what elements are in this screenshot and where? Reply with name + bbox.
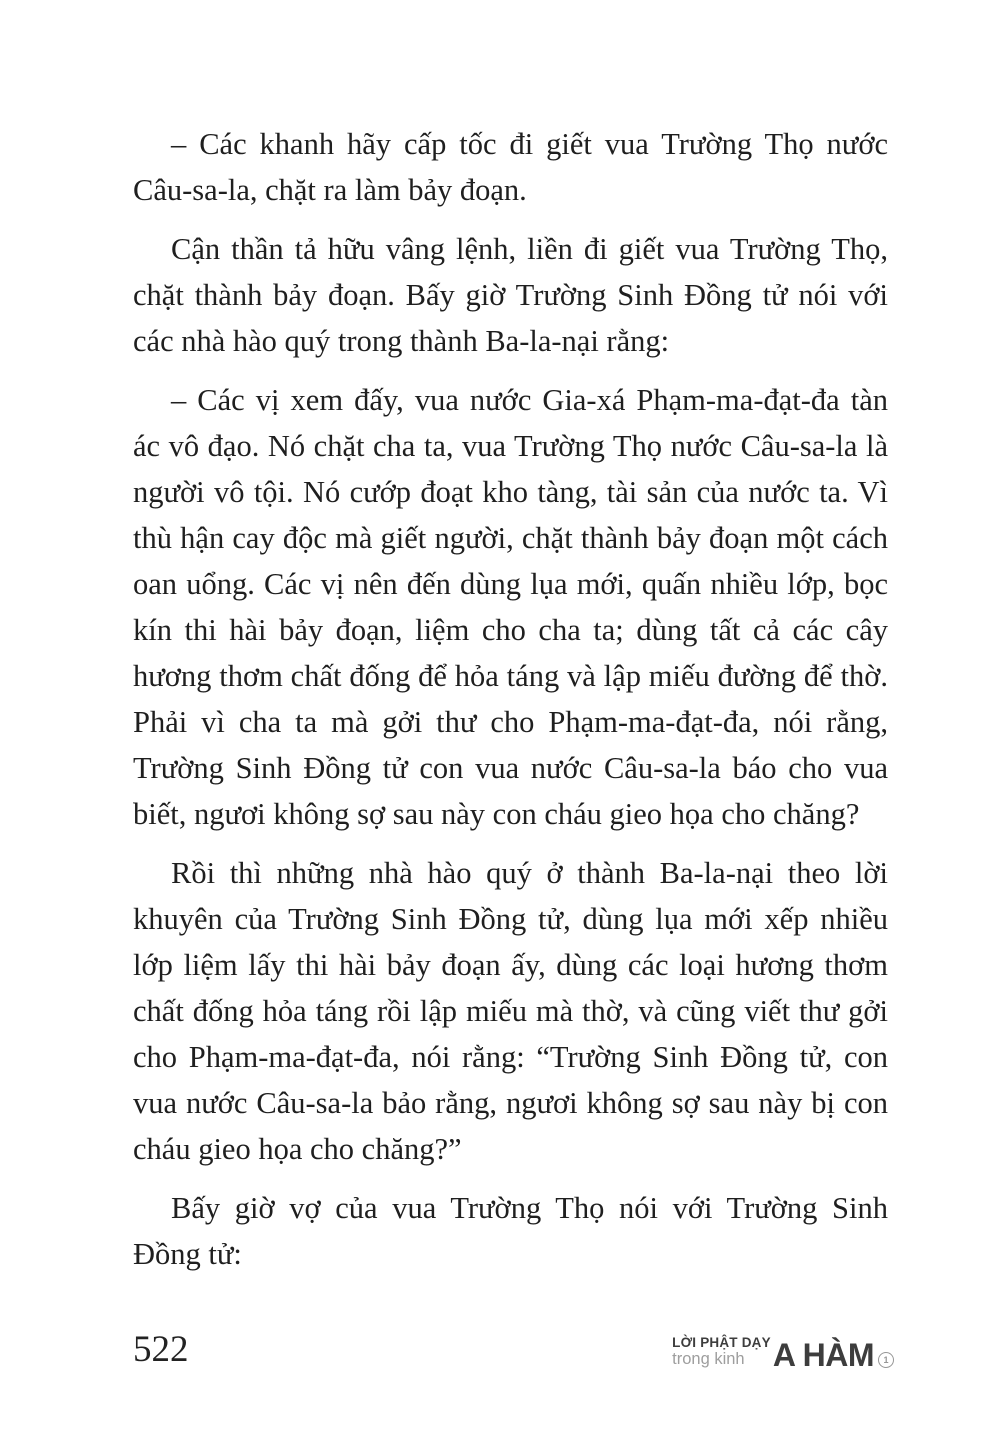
logo-series-title: LỜI PHẬT DẠY: [672, 1335, 771, 1350]
paragraph-3: – Các vị xem đấy, vua nước Gia-xá Phạm-ma-đạt-đa tàn ác vô đạo. Nó chặt cha ta, vua Trường Thọ nước Câu-sa-la là người vô tội. Nó cướp đoạt kho tàng, tài sản của nước ta. Vì thù hận cay độc mà giết người, chặt thành bảy đoạn một cách oan uổng. Các vị nên đến dùng lụa mới, quấn nhiều lớp, bọc kín thi hài bảy đoạn, liệm cho cha ta; dùng tất cả các cây hương thơm chất đống để hỏa táng và lập miếu đường để thờ. Phải vì cha ta mà gởi thư cho Phạm-ma-đạt-đa, nói rằng, Trường Sinh Đồng tử con vua nước Câu-sa-la báo cho vua biết, ngươi không sợ sau này con cháu gieo họa cho chăng?: [133, 383, 888, 831]
paragraph-2: Cận thần tả hữu vâng lệnh, liền đi giết vua Trường Thọ, chặt thành bảy đoạn. Bấy giờ Trường Sinh Đồng tử nói với các nhà hào quý trong thành Ba-la-nại rằng:: [133, 232, 888, 358]
logo-text-stack: [672, 1336, 771, 1367]
volume-number-badge-icon: 1: [878, 1352, 894, 1368]
logo-book-title: A HÀM: [772, 1336, 874, 1373]
page-number: 522: [133, 1329, 189, 1370]
body-text: [133, 121, 888, 1290]
book-series-logo: [672, 1335, 894, 1373]
paragraph-5: Bấy giờ vợ của vua Trường Thọ nói với Trường Sinh Đồng tử:: [133, 1191, 888, 1271]
page-footer: [133, 1316, 894, 1373]
paragraph-1: – Các khanh hãy cấp tốc đi giết vua Trường Thọ nước Câu-sa-la, chặt ra làm bảy đoạn.: [133, 127, 888, 207]
paragraph-4: Rồi thì những nhà hào quý ở thành Ba-la-nại theo lời khuyên của Trường Sinh Đồng tử, dùng lụa mới xếp nhiều lớp liệm lấy thi hài bảy đoạn ấy, dùng các loại hương thơm chất đống hỏa táng rồi lập miếu mà thờ, và cũng viết thư gởi cho Phạm-ma-đạt-đa, nói rằng: “Trường Sinh Đồng tử, con vua nước Câu-sa-la bảo rằng, ngươi không sợ sau này bị con cháu gieo họa cho chăng?”: [133, 856, 888, 1166]
logo-series-subtitle: trong kinh: [672, 1349, 745, 1368]
